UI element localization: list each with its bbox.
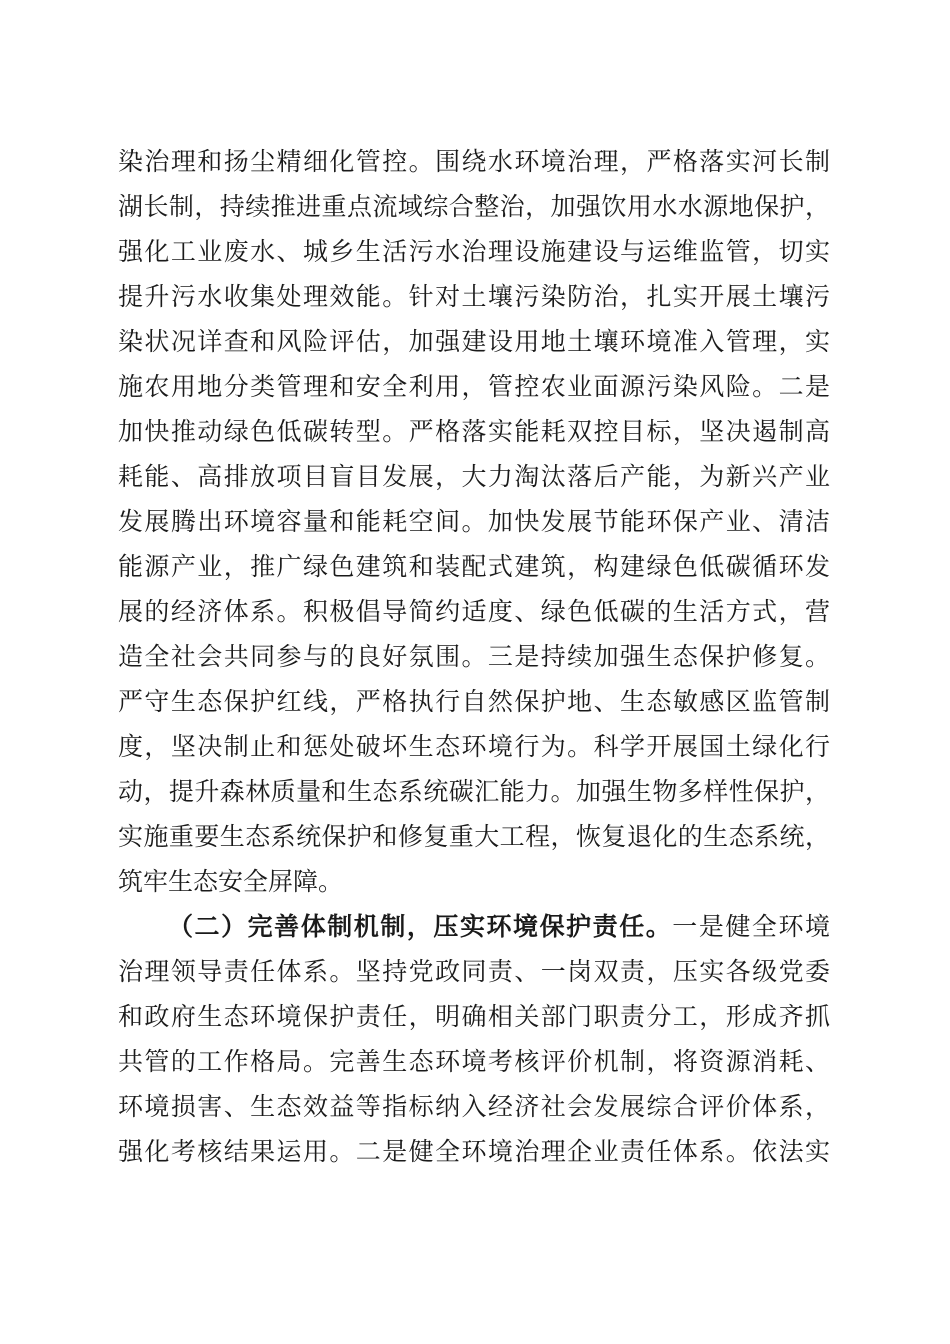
body-text-line-last: 筑牢生态安全屏障。 [118,867,344,896]
body-text-line: 环境损害、生态效益等指标纳入经济社会发展综合评价体系， [118,1092,830,1121]
body-text-line: 加快推动绿色低碳转型。严格落实能耗双控目标，坚决遏制高 [118,417,830,446]
body-text-line: 强化工业废水、城乡生活污水治理设施建设与运维监管，切实 [118,237,830,266]
body-text-line: 染治理和扬尘精细化管控。围绕水环境治理，严格落实河长制 [118,147,830,176]
body-text-line: 实施重要生态系统保护和修复重大工程，恢复退化的生态系统， [118,822,830,851]
body-text-line: 发展腾出环境容量和能耗空间。加快发展节能环保产业、清洁 [118,507,830,536]
section-heading-continuation: 一是健全环境 [672,912,830,941]
body-text-line: 共管的工作格局。完善生态环境考核评价机制，将资源消耗、 [118,1047,830,1076]
body-text-line: 动，提升森林质量和生态系统碳汇能力。加强生物多样性保护， [118,777,830,806]
body-text-line: 湖长制，持续推进重点流域综合整治，加强饮用水水源地保护， [118,192,830,221]
body-text-line: 耗能、高排放项目盲目发展，大力淘汰落后产能，为新兴产业 [118,462,830,491]
body-text-line: 和政府生态环境保护责任，明确相关部门职责分工，形成齐抓 [118,1002,830,1031]
section-heading: （二）完善体制机制，压实环境保护责任。 [168,912,673,941]
body-text-line: 提升污水收集处理效能。针对土壤污染防治，扎实开展土壤污 [118,282,830,311]
body-text-line: 施农用地分类管理和安全利用，管控农业面源污染风险。二是 [118,372,830,401]
body-text-line: 治理领导责任体系。坚持党政同责、一岗双责，压实各级党委 [118,957,830,986]
body-text-line: 染状况详查和风险评估，加强建设用地土壤环境准入管理，实 [118,327,830,356]
body-text-line: 度，坚决制止和惩处破坏生态环境行为。科学开展国土绿化行 [118,732,830,761]
body-text-line: 严守生态保护红线，严格执行自然保护地、生态敏感区监管制 [118,687,830,716]
body-text-line: 造全社会共同参与的良好氛围。三是持续加强生态保护修复。 [118,642,830,671]
section-heading-line [168,905,830,949]
body-text-line: 能源产业，推广绿色建筑和装配式建筑，构建绿色低碳循环发 [118,552,830,581]
body-text-line: 强化考核结果运用。二是健全环境治理企业责任体系。依法实 [118,1137,830,1166]
body-text-line: 展的经济体系。积极倡导简约适度、绿色低碳的生活方式，营 [118,597,830,626]
